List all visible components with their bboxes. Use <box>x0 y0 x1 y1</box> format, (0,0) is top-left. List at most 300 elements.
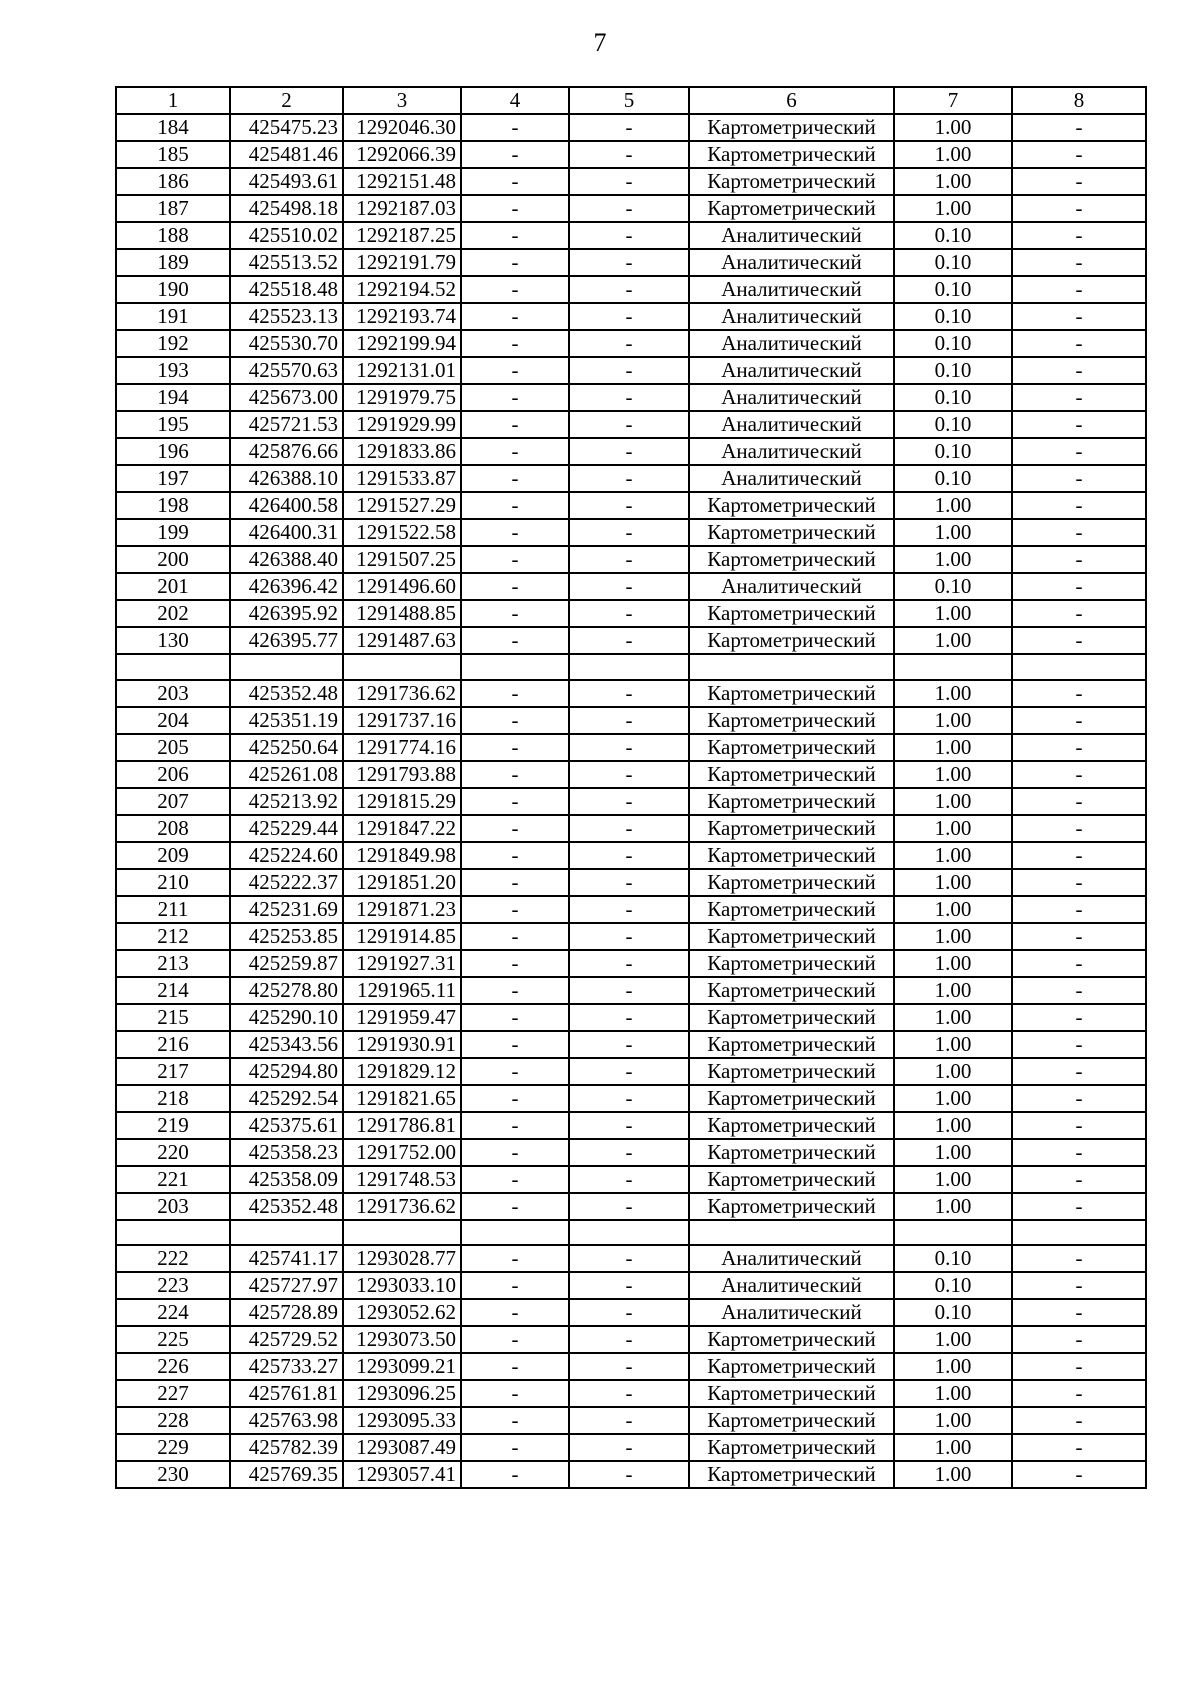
table-cell-col-2: 425213.92 <box>230 788 343 815</box>
table-cell-col-1: 185 <box>116 141 230 168</box>
table-row <box>116 1112 1146 1139</box>
table-cell-col-3: 1291507.25 <box>343 546 461 573</box>
table-cell-col-5: - <box>569 1166 689 1193</box>
table-row <box>116 465 1146 492</box>
table-cell-col-4: - <box>461 384 569 411</box>
table-cell-col-6: Картометрический <box>689 168 894 195</box>
table-cell-col-7: 0.10 <box>894 384 1012 411</box>
table-cell-col-8: - <box>1012 1434 1146 1461</box>
table-row <box>116 842 1146 869</box>
table-cell-col-4: - <box>461 1299 569 1326</box>
table-row <box>116 1139 1146 1166</box>
table-cell-col-7: 1.00 <box>894 1112 1012 1139</box>
table-cell-col-3: 1291821.65 <box>343 1085 461 1112</box>
table-cell-col-3: 1292194.52 <box>343 276 461 303</box>
table-row <box>116 573 1146 600</box>
table-cell-col-1: 219 <box>116 1112 230 1139</box>
table-cell-col-4: - <box>461 222 569 249</box>
table-cell-col-8: - <box>1012 1085 1146 1112</box>
table-cell-col-2: 425481.46 <box>230 141 343 168</box>
table-cell-col-5: - <box>569 680 689 707</box>
table-row <box>116 1004 1146 1031</box>
table-cell-col-6: Картометрический <box>689 950 894 977</box>
table-cell-col-6: Аналитический <box>689 573 894 600</box>
table-cell-col-4: - <box>461 600 569 627</box>
table-row <box>116 1353 1146 1380</box>
table-cell-col-8: - <box>1012 438 1146 465</box>
table-row <box>116 492 1146 519</box>
table-cell-col-2: 425493.61 <box>230 168 343 195</box>
table-cell-col-3: 1291927.31 <box>343 950 461 977</box>
table-cell-col-1 <box>116 654 230 680</box>
table-cell-col-2: 425729.52 <box>230 1326 343 1353</box>
table-cell-col-4: - <box>461 330 569 357</box>
table-cell-col-2: 425570.63 <box>230 357 343 384</box>
table-cell-col-2: 426400.58 <box>230 492 343 519</box>
table-cell-col-5: - <box>569 1031 689 1058</box>
page-number: 7 <box>593 28 607 57</box>
table-cell-col-7: 1.00 <box>894 815 1012 842</box>
table-cell-col-4: - <box>461 1112 569 1139</box>
table-cell-col-6: Аналитический <box>689 1272 894 1299</box>
table-row <box>116 734 1146 761</box>
table-cell-col-8: - <box>1012 977 1146 1004</box>
table-cell-col-6: Картометрический <box>689 1380 894 1407</box>
table-cell-col-7: 1.00 <box>894 1058 1012 1085</box>
table-cell-col-3: 1291736.62 <box>343 1193 461 1220</box>
table-cell-col-2: 425721.53 <box>230 411 343 438</box>
table-cell-col-5: - <box>569 707 689 734</box>
table-cell-col-3: 1293028.77 <box>343 1245 461 1272</box>
table-cell-col-5: - <box>569 1112 689 1139</box>
table-cell-col-5: - <box>569 869 689 896</box>
table-cell-col-7: 1.00 <box>894 896 1012 923</box>
table-cell-col-3: 1292199.94 <box>343 330 461 357</box>
table-cell-col-3: 1291793.88 <box>343 761 461 788</box>
table-cell-col-8: - <box>1012 1353 1146 1380</box>
table-cell-col-7: 0.10 <box>894 330 1012 357</box>
table-cell-col-2: 426396.42 <box>230 573 343 600</box>
table-cell-col-8: - <box>1012 761 1146 788</box>
table-cell-col-8: - <box>1012 141 1146 168</box>
table-cell-col-8: - <box>1012 1193 1146 1220</box>
table-cell-col-8: - <box>1012 627 1146 654</box>
column-header-8: 8 <box>1012 87 1146 114</box>
table-cell-col-2: 425278.80 <box>230 977 343 1004</box>
table-cell-col-1: 201 <box>116 573 230 600</box>
table-cell-col-1: 186 <box>116 168 230 195</box>
table-cell-col-6: Картометрический <box>689 734 894 761</box>
table-cell-col-4: - <box>461 1058 569 1085</box>
table-cell-col-8: - <box>1012 1272 1146 1299</box>
table-header-row <box>116 87 1146 114</box>
table-cell-col-8: - <box>1012 276 1146 303</box>
table-cell-col-7: 0.10 <box>894 411 1012 438</box>
table-row <box>116 815 1146 842</box>
table-cell-col-1: 210 <box>116 869 230 896</box>
table-cell-col-2: 425741.17 <box>230 1245 343 1272</box>
table-cell-col-1: 222 <box>116 1245 230 1272</box>
table-cell-col-6: Аналитический <box>689 222 894 249</box>
table-cell-col-1: 218 <box>116 1085 230 1112</box>
table-cell-col-3: 1293073.50 <box>343 1326 461 1353</box>
table-cell-col-8: - <box>1012 249 1146 276</box>
table-row <box>116 1058 1146 1085</box>
table-cell-col-8: - <box>1012 1004 1146 1031</box>
table-cell-col-8: - <box>1012 1031 1146 1058</box>
table-cell-col-6: Аналитический <box>689 303 894 330</box>
table-cell-col-5: - <box>569 1380 689 1407</box>
table-cell-col-5: - <box>569 1407 689 1434</box>
table-cell-col-4: - <box>461 788 569 815</box>
table-cell-col-7: 0.10 <box>894 438 1012 465</box>
table-cell-col-7: 1.00 <box>894 1031 1012 1058</box>
table-cell-col-8: - <box>1012 734 1146 761</box>
table-cell-col-6: Картометрический <box>689 546 894 573</box>
table-cell-col-4: - <box>461 1353 569 1380</box>
table-cell-col-1: 188 <box>116 222 230 249</box>
table-cell-col-5: - <box>569 276 689 303</box>
table-cell-col-4: - <box>461 1461 569 1488</box>
table-cell-col-7: 1.00 <box>894 492 1012 519</box>
table-cell-col-8: - <box>1012 195 1146 222</box>
table-row <box>116 1272 1146 1299</box>
table-cell-col-2: 425229.44 <box>230 815 343 842</box>
table-row <box>116 1031 1146 1058</box>
table-cell-col-7: 1.00 <box>894 869 1012 896</box>
table-cell-col-3: 1292046.30 <box>343 114 461 141</box>
table-cell-col-4: - <box>461 1031 569 1058</box>
table-cell-col-2: 425761.81 <box>230 1380 343 1407</box>
table-cell-col-2: 426395.92 <box>230 600 343 627</box>
table-cell-col-5: - <box>569 1272 689 1299</box>
table-cell-col-4: - <box>461 680 569 707</box>
column-header-6: 6 <box>689 87 894 114</box>
table-row <box>116 761 1146 788</box>
table-cell-col-2: 425876.66 <box>230 438 343 465</box>
table-cell-col-5: - <box>569 1193 689 1220</box>
table-cell-col-6: Картометрический <box>689 114 894 141</box>
table-row <box>116 1434 1146 1461</box>
table-cell-col-7: 1.00 <box>894 707 1012 734</box>
table-body <box>116 114 1146 1488</box>
table-cell-col-2: 425475.23 <box>230 114 343 141</box>
table-cell-col-6: Аналитический <box>689 276 894 303</box>
table-cell-col-1: 226 <box>116 1353 230 1380</box>
table-cell-col-6: Картометрический <box>689 195 894 222</box>
table-cell-col-1: 230 <box>116 1461 230 1488</box>
table-cell-col-8: - <box>1012 222 1146 249</box>
table-cell-col-7: 0.10 <box>894 573 1012 600</box>
table-cell-col-5: - <box>569 788 689 815</box>
table-cell-col-4 <box>461 1220 569 1246</box>
table-cell-col-4: - <box>461 1380 569 1407</box>
table-cell-col-8: - <box>1012 869 1146 896</box>
table-cell-col-2: 425523.13 <box>230 303 343 330</box>
table-cell-col-2: 426395.77 <box>230 627 343 654</box>
table-cell-col-4: - <box>461 869 569 896</box>
table-cell-col-2: 426388.10 <box>230 465 343 492</box>
table-cell-col-8: - <box>1012 384 1146 411</box>
table-cell-col-7: 1.00 <box>894 842 1012 869</box>
table-cell-col-6: Картометрический <box>689 1139 894 1166</box>
table-cell-col-1: 202 <box>116 600 230 627</box>
table-cell-col-5: - <box>569 222 689 249</box>
table-cell-col-8: - <box>1012 519 1146 546</box>
table-cell-col-3 <box>343 1220 461 1246</box>
table-cell-col-1: 198 <box>116 492 230 519</box>
table-cell-col-3: 1293087.49 <box>343 1434 461 1461</box>
table-cell-col-7: 1.00 <box>894 950 1012 977</box>
table-row <box>116 788 1146 815</box>
table-cell-col-1: 221 <box>116 1166 230 1193</box>
table-cell-col-1: 223 <box>116 1272 230 1299</box>
table-cell-col-8: - <box>1012 950 1146 977</box>
table-cell-col-7: 1.00 <box>894 546 1012 573</box>
table-cell-col-4: - <box>461 303 569 330</box>
table-cell-col-3: 1292191.79 <box>343 249 461 276</box>
table-cell-col-2: 425498.18 <box>230 195 343 222</box>
table-cell-col-7: 1.00 <box>894 977 1012 1004</box>
table-cell-col-8: - <box>1012 465 1146 492</box>
table-cell-col-2: 425530.70 <box>230 330 343 357</box>
table-cell-col-4: - <box>461 114 569 141</box>
table-cell-col-7: 1.00 <box>894 1380 1012 1407</box>
table-cell-col-7: 1.00 <box>894 1434 1012 1461</box>
table-cell-col-4: - <box>461 195 569 222</box>
table-cell-col-2: 425733.27 <box>230 1353 343 1380</box>
table-cell-col-5: - <box>569 1461 689 1488</box>
table-separator-row <box>116 654 1146 680</box>
table-cell-col-4: - <box>461 950 569 977</box>
table-cell-col-8: - <box>1012 303 1146 330</box>
table-cell-col-2: 425231.69 <box>230 896 343 923</box>
table-row <box>116 168 1146 195</box>
table-cell-col-5 <box>569 654 689 680</box>
table-cell-col-5: - <box>569 977 689 1004</box>
coordinates-table <box>115 86 1147 1489</box>
table-cell-col-2: 425259.87 <box>230 950 343 977</box>
table-cell-col-8: - <box>1012 114 1146 141</box>
table-cell-col-5: - <box>569 1326 689 1353</box>
table-cell-col-3: 1293095.33 <box>343 1407 461 1434</box>
table-cell-col-2: 425728.89 <box>230 1299 343 1326</box>
table-cell-col-8 <box>1012 1220 1146 1246</box>
table-cell-col-1: 187 <box>116 195 230 222</box>
table-row <box>116 384 1146 411</box>
table-cell-col-5: - <box>569 600 689 627</box>
table-cell-col-7: 1.00 <box>894 627 1012 654</box>
table-cell-col-6 <box>689 654 894 680</box>
table-cell-col-3: 1291522.58 <box>343 519 461 546</box>
table-cell-col-3: 1291849.98 <box>343 842 461 869</box>
table-cell-col-8: - <box>1012 1299 1146 1326</box>
table-cell-col-4: - <box>461 141 569 168</box>
table-cell-col-5: - <box>569 627 689 654</box>
table-cell-col-6: Картометрический <box>689 815 894 842</box>
table-cell-col-7: 1.00 <box>894 1193 1012 1220</box>
table-cell-col-3: 1291752.00 <box>343 1139 461 1166</box>
table-cell-col-3: 1291748.53 <box>343 1166 461 1193</box>
table-row <box>116 1380 1146 1407</box>
column-header-4: 4 <box>461 87 569 114</box>
table-cell-col-8: - <box>1012 842 1146 869</box>
table-cell-col-6: Картометрический <box>689 1031 894 1058</box>
table-cell-col-3: 1291488.85 <box>343 600 461 627</box>
table-cell-col-1: 130 <box>116 627 230 654</box>
table-cell-col-3: 1291527.29 <box>343 492 461 519</box>
table-cell-col-7: 1.00 <box>894 1085 1012 1112</box>
table-cell-col-1: 209 <box>116 842 230 869</box>
table-row <box>116 707 1146 734</box>
table-cell-col-6: Аналитический <box>689 438 894 465</box>
table-cell-col-5: - <box>569 1245 689 1272</box>
table-row <box>116 519 1146 546</box>
table-cell-col-8: - <box>1012 492 1146 519</box>
table-cell-col-5: - <box>569 1299 689 1326</box>
table-cell-col-1: 225 <box>116 1326 230 1353</box>
table-cell-col-8: - <box>1012 815 1146 842</box>
table-cell-col-1: 206 <box>116 761 230 788</box>
table-cell-col-6: Картометрический <box>689 842 894 869</box>
table-cell-col-7: 0.10 <box>894 222 1012 249</box>
table-cell-col-5: - <box>569 330 689 357</box>
table-row <box>116 195 1146 222</box>
table-cell-col-4: - <box>461 896 569 923</box>
table-row <box>116 303 1146 330</box>
table-cell-col-6: Картометрический <box>689 761 894 788</box>
table-cell-col-8: - <box>1012 411 1146 438</box>
table-cell-col-3: 1293096.25 <box>343 1380 461 1407</box>
table-cell-col-7: 1.00 <box>894 1166 1012 1193</box>
table-cell-col-3: 1291847.22 <box>343 815 461 842</box>
table-cell-col-5: - <box>569 519 689 546</box>
table-cell-col-6: Аналитический <box>689 465 894 492</box>
table-cell-col-4: - <box>461 519 569 546</box>
table-cell-col-5: - <box>569 923 689 950</box>
table-row <box>116 627 1146 654</box>
table-cell-col-2: 425250.64 <box>230 734 343 761</box>
table-cell-col-7: 1.00 <box>894 1139 1012 1166</box>
table-cell-col-3: 1291786.81 <box>343 1112 461 1139</box>
table-cell-col-6: Картометрический <box>689 1085 894 1112</box>
table-cell-col-1: 199 <box>116 519 230 546</box>
table-cell-col-3: 1292187.25 <box>343 222 461 249</box>
table-cell-col-1: 207 <box>116 788 230 815</box>
table-row <box>116 869 1146 896</box>
table-cell-col-7: 0.10 <box>894 249 1012 276</box>
table-row <box>116 222 1146 249</box>
table-cell-col-6: Картометрический <box>689 492 894 519</box>
table-cell-col-1: 217 <box>116 1058 230 1085</box>
table-cell-col-1: 213 <box>116 950 230 977</box>
table-cell-col-8: - <box>1012 1407 1146 1434</box>
table-row <box>116 950 1146 977</box>
table-cell-col-7: 0.10 <box>894 465 1012 492</box>
table-cell-col-3: 1291959.47 <box>343 1004 461 1031</box>
table-cell-col-3: 1291965.11 <box>343 977 461 1004</box>
table-cell-col-1: 203 <box>116 680 230 707</box>
table-row <box>116 1245 1146 1272</box>
table-cell-col-4: - <box>461 492 569 519</box>
table-cell-col-6: Картометрический <box>689 600 894 627</box>
table-cell-col-1: 195 <box>116 411 230 438</box>
table-row <box>116 1326 1146 1353</box>
table-cell-col-8: - <box>1012 1112 1146 1139</box>
table-cell-col-7 <box>894 654 1012 680</box>
table-cell-col-6: Аналитический <box>689 411 894 438</box>
table-row <box>116 1461 1146 1488</box>
table-cell-col-3: 1291914.85 <box>343 923 461 950</box>
table-cell-col-4: - <box>461 734 569 761</box>
table-cell-col-4: - <box>461 276 569 303</box>
table-cell-col-3: 1291815.29 <box>343 788 461 815</box>
table-cell-col-7: 0.10 <box>894 1299 1012 1326</box>
table-cell-col-4: - <box>461 1326 569 1353</box>
table-cell-col-7: 1.00 <box>894 1407 1012 1434</box>
table-cell-col-4: - <box>461 168 569 195</box>
table-cell-col-6: Аналитический <box>689 249 894 276</box>
table-cell-col-5: - <box>569 1058 689 1085</box>
table-cell-col-8: - <box>1012 707 1146 734</box>
table-cell-col-1: 216 <box>116 1031 230 1058</box>
table-cell-col-2: 425253.85 <box>230 923 343 950</box>
table-row <box>116 1193 1146 1220</box>
table-cell-col-6: Картометрический <box>689 1166 894 1193</box>
table-cell-col-4: - <box>461 1193 569 1220</box>
table-cell-col-8: - <box>1012 600 1146 627</box>
table-cell-col-6: Картометрический <box>689 869 894 896</box>
table-cell-col-2: 425290.10 <box>230 1004 343 1031</box>
table-cell-col-2: 425673.00 <box>230 384 343 411</box>
table-cell-col-8: - <box>1012 1166 1146 1193</box>
table-cell-col-8: - <box>1012 546 1146 573</box>
table-cell-col-1: 184 <box>116 114 230 141</box>
table-cell-col-7: 0.10 <box>894 357 1012 384</box>
table-cell-col-4: - <box>461 707 569 734</box>
table-cell-col-4: - <box>461 465 569 492</box>
table-cell-col-3: 1292193.74 <box>343 303 461 330</box>
table-cell-col-2 <box>230 1220 343 1246</box>
table-cell-col-4: - <box>461 546 569 573</box>
table-cell-col-4: - <box>461 1166 569 1193</box>
table-cell-col-5: - <box>569 546 689 573</box>
table-cell-col-7 <box>894 1220 1012 1246</box>
table-cell-col-8: - <box>1012 1326 1146 1353</box>
table-cell-col-8: - <box>1012 896 1146 923</box>
table-cell-col-7: 1.00 <box>894 519 1012 546</box>
table-cell-col-4 <box>461 654 569 680</box>
table-cell-col-4: - <box>461 1139 569 1166</box>
table-cell-col-1: 200 <box>116 546 230 573</box>
table-row <box>116 546 1146 573</box>
table-cell-col-5: - <box>569 195 689 222</box>
table-cell-col-1: 204 <box>116 707 230 734</box>
table-row <box>116 896 1146 923</box>
table-cell-col-4: - <box>461 1434 569 1461</box>
column-header-3: 3 <box>343 87 461 114</box>
table-cell-col-6: Аналитический <box>689 330 894 357</box>
table-cell-col-3: 1291851.20 <box>343 869 461 896</box>
table-cell-col-4: - <box>461 411 569 438</box>
table-cell-col-5: - <box>569 1434 689 1461</box>
table-cell-col-8: - <box>1012 573 1146 600</box>
table-cell-col-5: - <box>569 842 689 869</box>
table-cell-col-4: - <box>461 1407 569 1434</box>
table-cell-col-3: 1293099.21 <box>343 1353 461 1380</box>
table-cell-col-2 <box>230 654 343 680</box>
table-cell-col-4: - <box>461 923 569 950</box>
